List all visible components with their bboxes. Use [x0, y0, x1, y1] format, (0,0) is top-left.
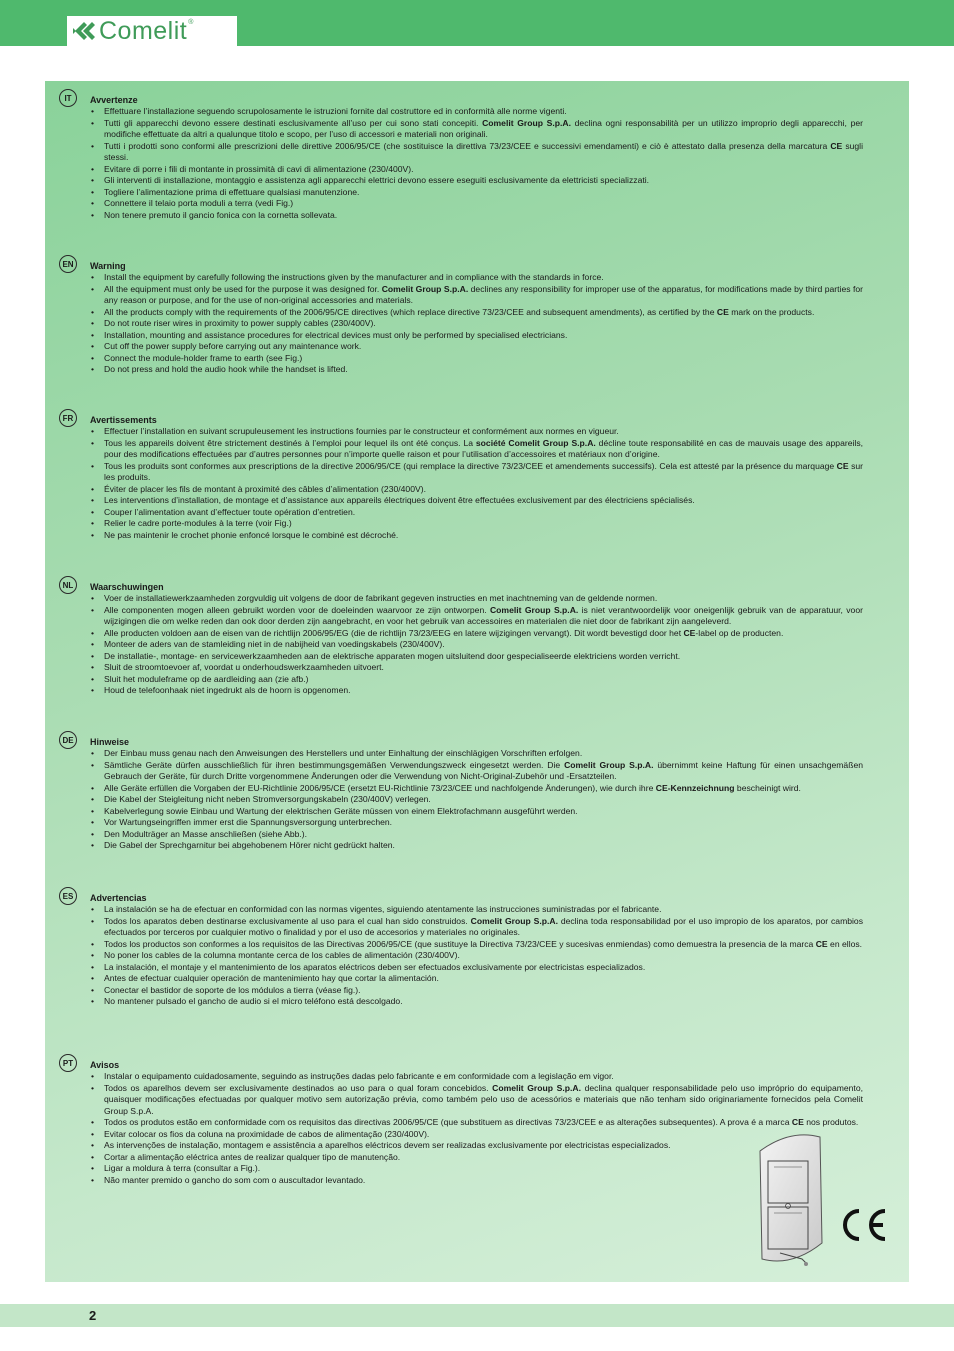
section-title: Hinweise [90, 737, 130, 747]
list-item: • Do not route riser wires in proximity to power supply cables (230/400V). [90, 318, 863, 330]
list-item: • Alle componenten mogen alleen gebruikt worden voor de doeleinden waarvoor ze zijn ontworpen. Comelit Group S.p.A. is niet verantwoordelijk voor oneigenlijk gebruik van de apparatuur, voor wijzigingen die om welke reden dan ook door derden zijn aangebracht, en voor het gebruik van accessoires en materialen die niet door de fabrikant zijn aangeleverd. [90, 605, 863, 628]
list-item: • Cut off the power supply before carrying out any maintenance work. [90, 341, 863, 353]
list-item: • Sluit de stroomtoevoer af, voordat u onderhoudswerkzaamheden uitvoert. [90, 662, 863, 674]
list-item: • Gli interventi di installazione, montaggio e assistenza agli apparecchi elettrici devono essere eseguiti esclusivamente da elettricisti specializzati. [90, 175, 863, 187]
comelit-logo [67, 16, 237, 46]
list-item: • Tutti gli apparecchi devono essere destinati esclusivamente all’uso per cui sono stati concepiti. Comelit Group S.p.A. declina ogni responsabilità per un utilizzo improprio degli apparecchi, per modifiche effettuate da altri a qualunque titolo e scopo, per l’uso di accessori e materiali non originali. [90, 118, 863, 141]
brand-name: Comelit [99, 16, 188, 45]
list-item: • Effectuer l’installation en suivant scrupuleusement les instructions fournies par le constructeur et conformément aux normes en vigueur. [90, 426, 863, 438]
list-item: • No mantener pulsado el gancho de audio si el micro teléfono está descolgado. [90, 996, 863, 1008]
warning-list [90, 106, 863, 221]
language-badge: FR [59, 409, 77, 427]
list-item: • As intervenções de instalação, montagem e assistência a aparelhos eléctricos devem ser realizadas exclusivamente por electricistas especializados. [90, 1140, 863, 1152]
list-item: • No poner los cables de la columna montante cerca de los cables de alimentación (230/400V). [90, 950, 863, 962]
warning-list [90, 593, 863, 697]
warnings-panel [45, 81, 909, 1282]
list-item: • Kabelverlegung sowie Einbau und Wartung der elektrischen Geräte müssen von einem Elektrofachmann ausgeführt werden. [90, 806, 863, 818]
section-title: Avisos [90, 1060, 120, 1070]
list-item: • Les interventions d’installation, de montage et d’assistance aux appareils électriques doivent être effectuées exclusivement par des électriciens spécialisés. [90, 495, 863, 507]
list-item: • Todos os aparelhos devem ser exclusivamente destinados ao uso para o qual foram concebidos. Comelit Group S.p.A. declina qualquer responsabilidade pelo uso impróprio do equipamento, quaisquer modificações efectuadas por qualquer motivo sem autorização prévia, como também pelo uso de acessórios e materiais que não tenham sido originariamente fornecidos pela Comelit Group S.p.A. [90, 1083, 863, 1118]
warning-list [90, 272, 863, 376]
language-badge: ES [59, 887, 77, 905]
section-title: Warning [90, 261, 126, 271]
list-item: • Tous les appareils doivent être strictement destinés à l’emploi pour lequel ils ont été conçus. La société Comelit Group S.p.A. décline toute responsabilité en cas de mauvais usage des appareils, pour des modifications effectuées par d’autres personnes pour n’importe quelle raison et pour l’utilisation d’accessoires et matériaux non d’origine. [90, 438, 863, 461]
language-badge: IT [59, 89, 77, 107]
language-badge: PT [59, 1054, 77, 1072]
list-item: • Couper l’alimentation avant d’effectuer toute opération d’entretien. [90, 507, 863, 519]
section-title: Waarschuwingen [90, 582, 164, 592]
list-item: • Voer de installatiewerkzaamheden zorgvuldig uit volgens de door de fabrikant gegeven instructies en met inachtneming van de geldende normen. [90, 593, 863, 605]
list-item: • De installatie-, montage- en servicewerkzaamheden aan de elektrische apparaten mogen uitsluitend door gespecialiseerde elektriciens worden verricht. [90, 651, 863, 663]
section-title: Avertissements [90, 415, 157, 425]
list-item: • Não manter premido o gancho do som com o auscultador levantado. [90, 1175, 863, 1187]
list-item: • Der Einbau muss genau nach den Anweisungen des Herstellers und unter Einhaltung der einschlägigen Vorschriften erfolgen. [90, 748, 863, 760]
list-item: • Sluit het moduleframe op de aardleiding aan (zie afb.) [90, 674, 863, 686]
list-item: • Install the equipment by carefully following the instructions given by the manufacturer and in compliance with the standards in force. [90, 272, 863, 284]
list-item: • La instalación, el montaje y el mantenimiento de los aparatos eléctricos deben ser efectuados exclusivamente por electricistas especializados. [90, 962, 863, 974]
language-badge: DE [59, 731, 77, 749]
list-item: • Evitare di porre i fili di montante in prossimità di cavi di alimentazione (230/400V). [90, 164, 863, 176]
list-item: • Antes de efectuar cualquier operación de mantenimiento hay que cortar la alimentación. [90, 973, 863, 985]
list-item: • Connect the module-holder frame to earth (see Fig.) [90, 353, 863, 365]
language-badge: EN [59, 255, 77, 273]
list-item: • Conectar el bastidor de soporte de los módulos a tierra (véase fig.). [90, 985, 863, 997]
list-item: • Vor Wartungseingriffen immer erst die Spannungsversorgung unterbrechen. [90, 817, 863, 829]
list-item: • Tous les produits sont conformes aux prescriptions de la directive 2006/95/CE (qui remplace la directive 73/23/CEE et amendements successifs). Cela est attesté par la présence du marquage CE sur les produits. [90, 461, 863, 484]
list-item: • Connettere il telaio porta moduli a terra (vedi Fig.) [90, 198, 863, 210]
list-item: • Tutti i prodotti sono conformi alle prescrizioni delle direttive 2006/95/CE (che sostituisce la direttiva 73/23/CEE e successivi emendamenti) e ciò è attestato dalla presenza della marcatura CE sugli stessi. [90, 141, 863, 164]
list-item: • Den Modulträger an Masse anschließen (siehe Abb.). [90, 829, 863, 841]
registered-mark: ® [188, 18, 194, 26]
list-item: • La instalación se ha de efectuar en conformidad con las normas vigentes, siguiendo atentamente las instrucciones suministradas por el fabricante. [90, 904, 863, 916]
list-item: • All the products comply with the requirements of the 2006/95/CE directives (which replace directive 73/23/CEE and subsequent amendments), as certified by the CE mark on the products. [90, 307, 863, 319]
list-item: • Alle producten voldoen aan de eisen van de richtlijn 2006/95/EG (die de richtlijn 73/23/EEG en latere wijzigingen vervangt). Dit wordt bevestigd door het CE-label op de producten. [90, 628, 863, 640]
list-item: • Do not press and hold the audio hook while the handset is lifted. [90, 364, 863, 376]
module-holder-frame-icon [750, 1131, 830, 1271]
section-title: Advertencias [90, 893, 147, 903]
list-item: • Evitar colocar os fios da coluna na proximidade de cabos de alimentação (230/400V). [90, 1129, 863, 1141]
warning-list [90, 748, 863, 852]
list-item: • Todos los productos son conformes a los requisitos de las Directivas 2006/95/CE (que sustituye la Directiva 73/23/CEE y sucesivas enmiendas) como demuestra la presencia de la marca CE en ellos. [90, 939, 863, 951]
list-item: • Effettuare l’installazione seguendo scrupolosamente le istruzioni fornite dal costruttore ed in conformità alle norme vigenti. [90, 106, 863, 118]
list-item: • Relier le cadre porte-modules à la terre (voir Fig.) [90, 518, 863, 530]
page-number: 2 [89, 1308, 97, 1323]
list-item: • Installation, mounting and assistance procedures for electrical devices must only be performed by specialised electricians. [90, 330, 863, 342]
comelit-chevrons-icon [71, 20, 97, 42]
list-item: • All the equipment must only be used for the purpose it was designed for. Comelit Group S.p.A. declines any responsibility for improper use of the apparatus, for modifications made by third parties for any reason or purpose, and for the use of non-original accessories and materials. [90, 284, 863, 307]
language-badge: NL [59, 576, 77, 594]
list-item: • Non tenere premuto il gancio fonica con la cornetta sollevata. [90, 210, 863, 222]
warning-list [90, 904, 863, 1008]
list-item: • Todos los aparatos deben destinarse exclusivamente al uso para el cual han sido construidos. Comelit Group S.p.A. declina toda responsabilidad por el uso impropio de los aparatos, por cambios efectuados por terceros por cualquier motivo o finalidad y por el uso de accesorios y materiales no originales. [90, 916, 863, 939]
warning-list [90, 426, 863, 541]
warning-list [90, 1071, 863, 1186]
list-item: • Instalar o equipamento cuidadosamente, seguindo as instruções dadas pelo fabricante e em conformidade com a legislação em vigor. [90, 1071, 863, 1083]
list-item: • Die Kabel der Steigleitung nicht neben Stromversorgungskabeln (230/400V) verlegen. [90, 794, 863, 806]
list-item: • Die Gabel der Sprechgarnitur bei abgehobenem Hörer nicht gedrückt halten. [90, 840, 863, 852]
list-item: • Éviter de placer les fils de montant à proximité des câbles d’alimentation (230/400V). [90, 484, 863, 496]
list-item: • Cortar a alimentação eléctrica antes de realizar qualquer tipo de manutenção. [90, 1152, 863, 1164]
list-item: • Todos os produtos estão em conformidade com os requisitos das directivas 2006/95/CE (que substituem as directivas 73/23/CEE e as alterações subsequentes). A prova é a marca CE nos produtos. [90, 1117, 863, 1129]
footer-bar [0, 1304, 954, 1327]
list-item: • Ligar a moldura à terra (consultar a Fig.). [90, 1163, 863, 1175]
list-item: • Alle Geräte erfüllen die Vorgaben der EU-Richtlinie 2006/95/CE (ersetzt EU-Richtlinie 73/23/CEE und nachfolgende Änderungen), wie durch ihre CE-Kennzeichnung bescheinigt wird. [90, 783, 863, 795]
list-item: • Sämtliche Geräte dürfen ausschließlich für ihren bestimmungsgemäßen Verwendungszweck eingesetzt werden. Die Comelit Group S.p.A. übernimmt keine Haftung für einen unsachgemäßen Gebrauch der Geräte, für durch Dritte vorgenommene Änderungen oder die Verwendung von Nicht-Original-Zubehör und -Ersatzteilen. [90, 760, 863, 783]
section-title: Avvertenze [90, 95, 138, 105]
list-item: • Togliere l’alimentazione prima di effettuare qualsiasi manutenzione. [90, 187, 863, 199]
list-item: • Monteer de aders van de stamleiding niet in de nabijheid van voedingskabels (230/400V). [90, 639, 863, 651]
list-item: • Ne pas maintenir le crochet phonie enfoncé lorsque le combiné est décroché. [90, 530, 863, 542]
ce-mark-icon [835, 1205, 891, 1245]
list-item: • Houd de telefoonhaak niet ingedrukt als de hoorn is opgenomen. [90, 685, 863, 697]
